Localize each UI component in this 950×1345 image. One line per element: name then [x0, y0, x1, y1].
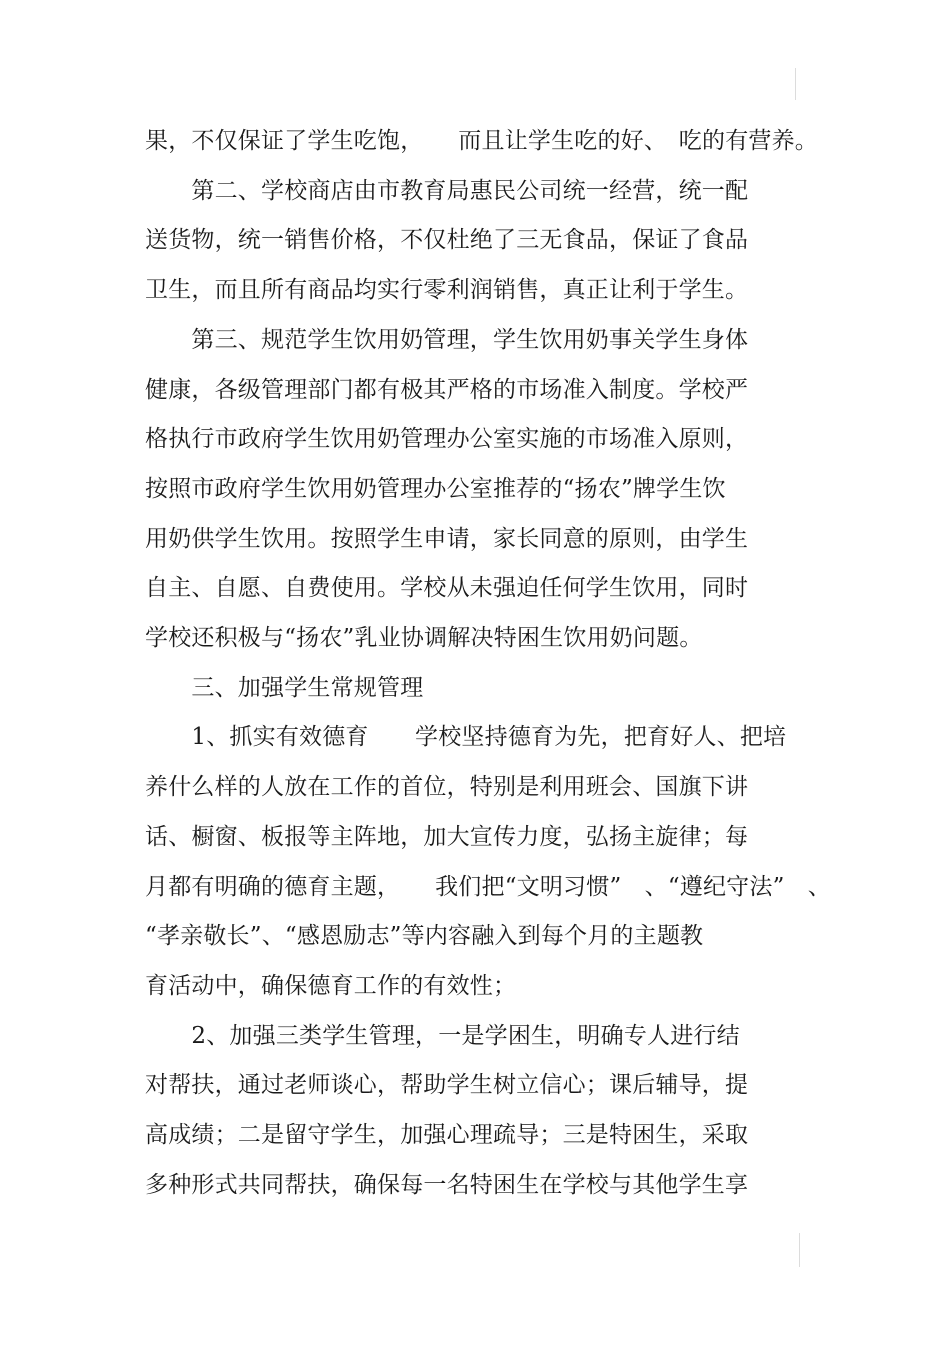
text-line: 用奶供学生饮用。按照学生申请，家长同意的原则，由学生 — [145, 526, 749, 552]
text-line: 养什么样的人放在工作的首位，特别是利用班会、国旗下讲 — [145, 774, 749, 800]
text-line: 三、加强学生常规管理 — [145, 675, 424, 701]
text-line: 卫生，而且所有商品均实行零利润销售，真正让利于学生。 — [145, 277, 749, 303]
text-line: 育活动中，确保德育工作的有效性； — [145, 973, 517, 999]
text-line: 多种形式共同帮扶，确保每一名特困生在学校与其他学生享 — [145, 1172, 749, 1198]
text-line: 月都有明确的德育主题， 我们把“文明习惯” 、“遵纪守法” 、 — [145, 874, 831, 900]
text-line: 对帮扶，通过老师谈心，帮助学生树立信心；课后辅导，提 — [145, 1072, 749, 1098]
text-line: 高成绩；二是留守学生，加强心理疏导；三是特困生，采取 — [145, 1122, 749, 1148]
page-edge-mark-bottom — [799, 1233, 800, 1267]
text-line: “孝亲敬长”、“感恩励志”等内容融入到每个月的主题教 — [145, 923, 704, 949]
text-line: 送货物，统一销售价格，不仅杜绝了三无食品，保证了食品 — [145, 227, 749, 253]
text-line: 1、抓实有效德育 学校坚持德育为先，把育好人、把培 — [145, 724, 787, 750]
text-line: 自主、自愿、自费使用。学校从未强迫任何学生饮用，同时 — [145, 575, 749, 601]
text-line: 学校还积极与“扬农”乳业协调解决特困生饮用奶问题。 — [145, 625, 703, 651]
text-line: 话、橱窗、板报等主阵地，加大宣传力度，弘扬主旋律；每 — [145, 824, 749, 850]
text-line: 健康，各级管理部门都有极其严格的市场准入制度。学校严 — [145, 377, 749, 403]
text-line: 格执行市政府学生饮用奶管理办公室实施的市场准入原则， — [145, 426, 749, 452]
text-line: 第二、学校商店由市教育局惠民公司统一经营，统一配 — [145, 178, 749, 204]
text-line: 果，不仅保证了学生吃饱， 而且让学生吃的好、 吃的有营养。 — [145, 128, 818, 154]
text-line: 按照市政府学生饮用奶管理办公室推荐的“扬农”牌学生饮 — [145, 476, 726, 502]
page-edge-mark-top — [795, 68, 796, 100]
text-line: 第三、规范学生饮用奶管理，学生饮用奶事关学生身体 — [145, 327, 749, 353]
text-line: 2、加强三类学生管理，一是学困生，明确专人进行结 — [145, 1023, 740, 1049]
